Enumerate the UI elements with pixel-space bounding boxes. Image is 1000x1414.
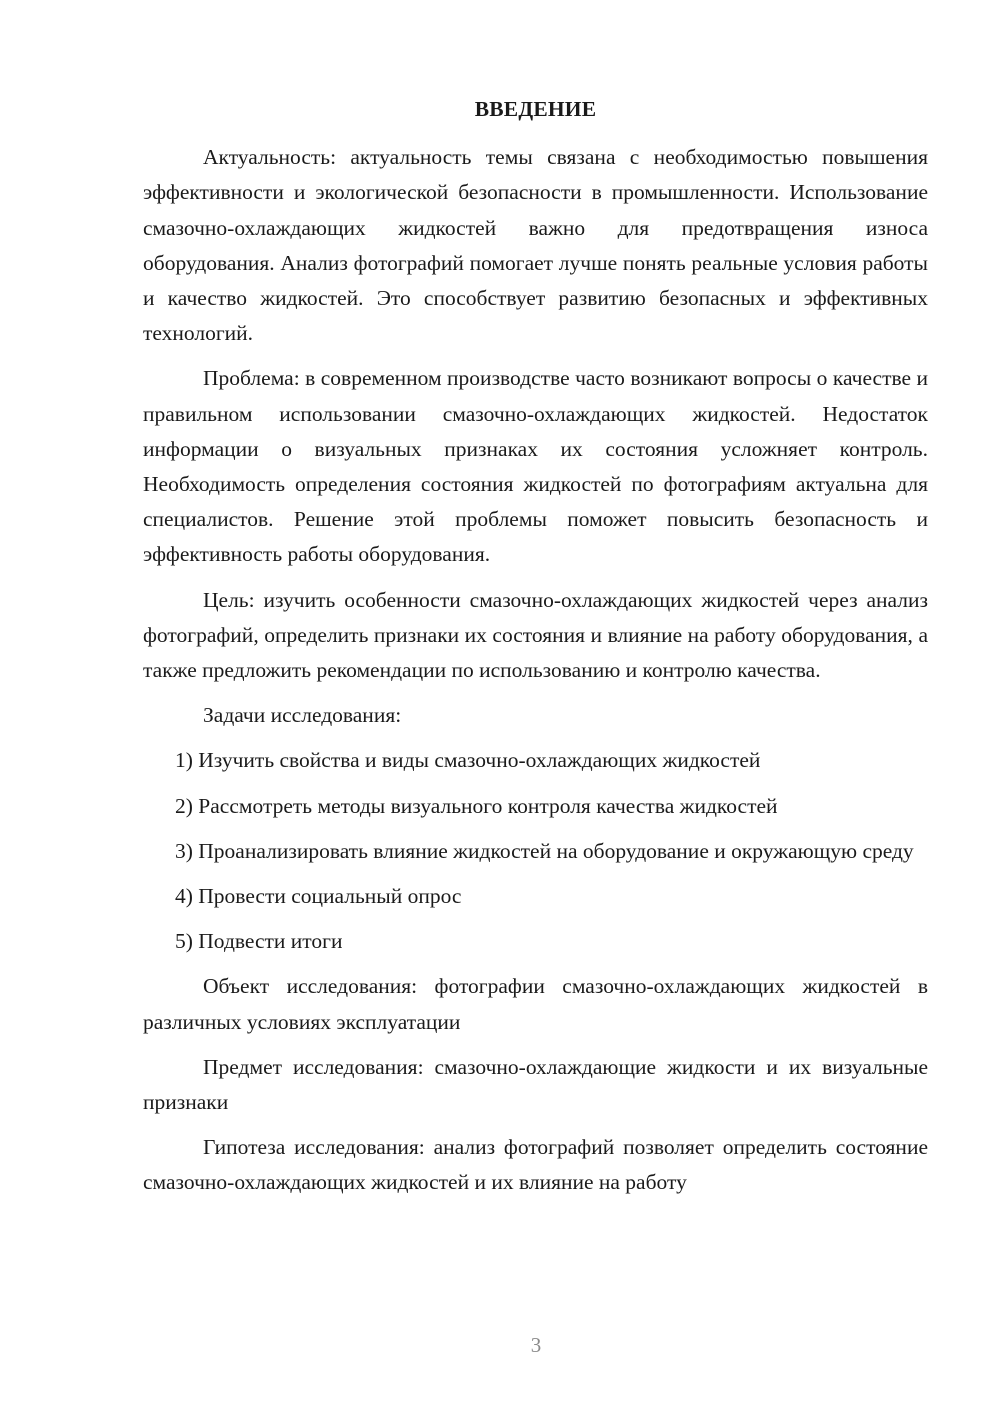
tasks-heading: Задачи исследования: bbox=[203, 703, 402, 728]
problem-paragraph: Проблема: в современном производстве часто возникают вопросы о качестве и правильном использовании смазочно-охлаждающих жидкостей. Недостаток информации о визуальных признаках их состояния усложняет контроль. Необходимость определения состояния жидкостей по фотографиям актуальна для специалистов. Решение этой проблемы поможет повысить безопасность и эффективность работы оборудования. bbox=[143, 366, 928, 567]
hypothesis-paragraph: Гипотеза исследования: анализ фотографий позволяет определить состояние смазочно-охлаждающих жидкостей и их влияние на работу bbox=[143, 1135, 928, 1195]
task-item-1: 1) Изучить свойства и виды смазочно-охлаждающих жидкостей bbox=[175, 748, 761, 773]
page-title: ВВЕДЕНИЕ bbox=[474, 97, 597, 121]
task-item-5: 5) Подвести итоги bbox=[175, 929, 343, 954]
document-page bbox=[143, 92, 928, 1211]
page-number: 3 bbox=[530, 1333, 542, 1357]
subject-paragraph: Предмет исследования: смазочно-охлаждающие жидкости и их визуальные признаки bbox=[143, 1054, 928, 1115]
task-item-4: 4) Провести социальный опрос bbox=[175, 884, 462, 909]
relevance-paragraph: Актуальность: актуальность темы связана с необходимостью повышения эффективности и экологической безопасности в промышленности. Использование смазочно-охлаждающих жидкостей важно для предотвращения износа оборудования. Анализ фотографий помогает лучше понять реальные условия работы и качество жидкостей. Это способствует развитию безопасных и эффективных технологий. bbox=[143, 145, 928, 346]
task-item-2: 2) Рассмотреть методы визуального контроля качества жидкостей bbox=[175, 793, 778, 818]
goal-paragraph: Цель: изучить особенности смазочно-охлаждающих жидкостей через анализ фотографий, определить признаки их состояния и влияние на работу оборудования, а также предложить рекомендации по использованию и контролю качества. bbox=[143, 587, 928, 683]
object-paragraph: Объект исследования: фотографии смазочно-охлаждающих жидкостей в различных условиях эксплуатации bbox=[143, 974, 928, 1034]
task-item-3: 3) Проанализировать влияние жидкостей на оборудование и окружающую среду bbox=[175, 838, 914, 863]
